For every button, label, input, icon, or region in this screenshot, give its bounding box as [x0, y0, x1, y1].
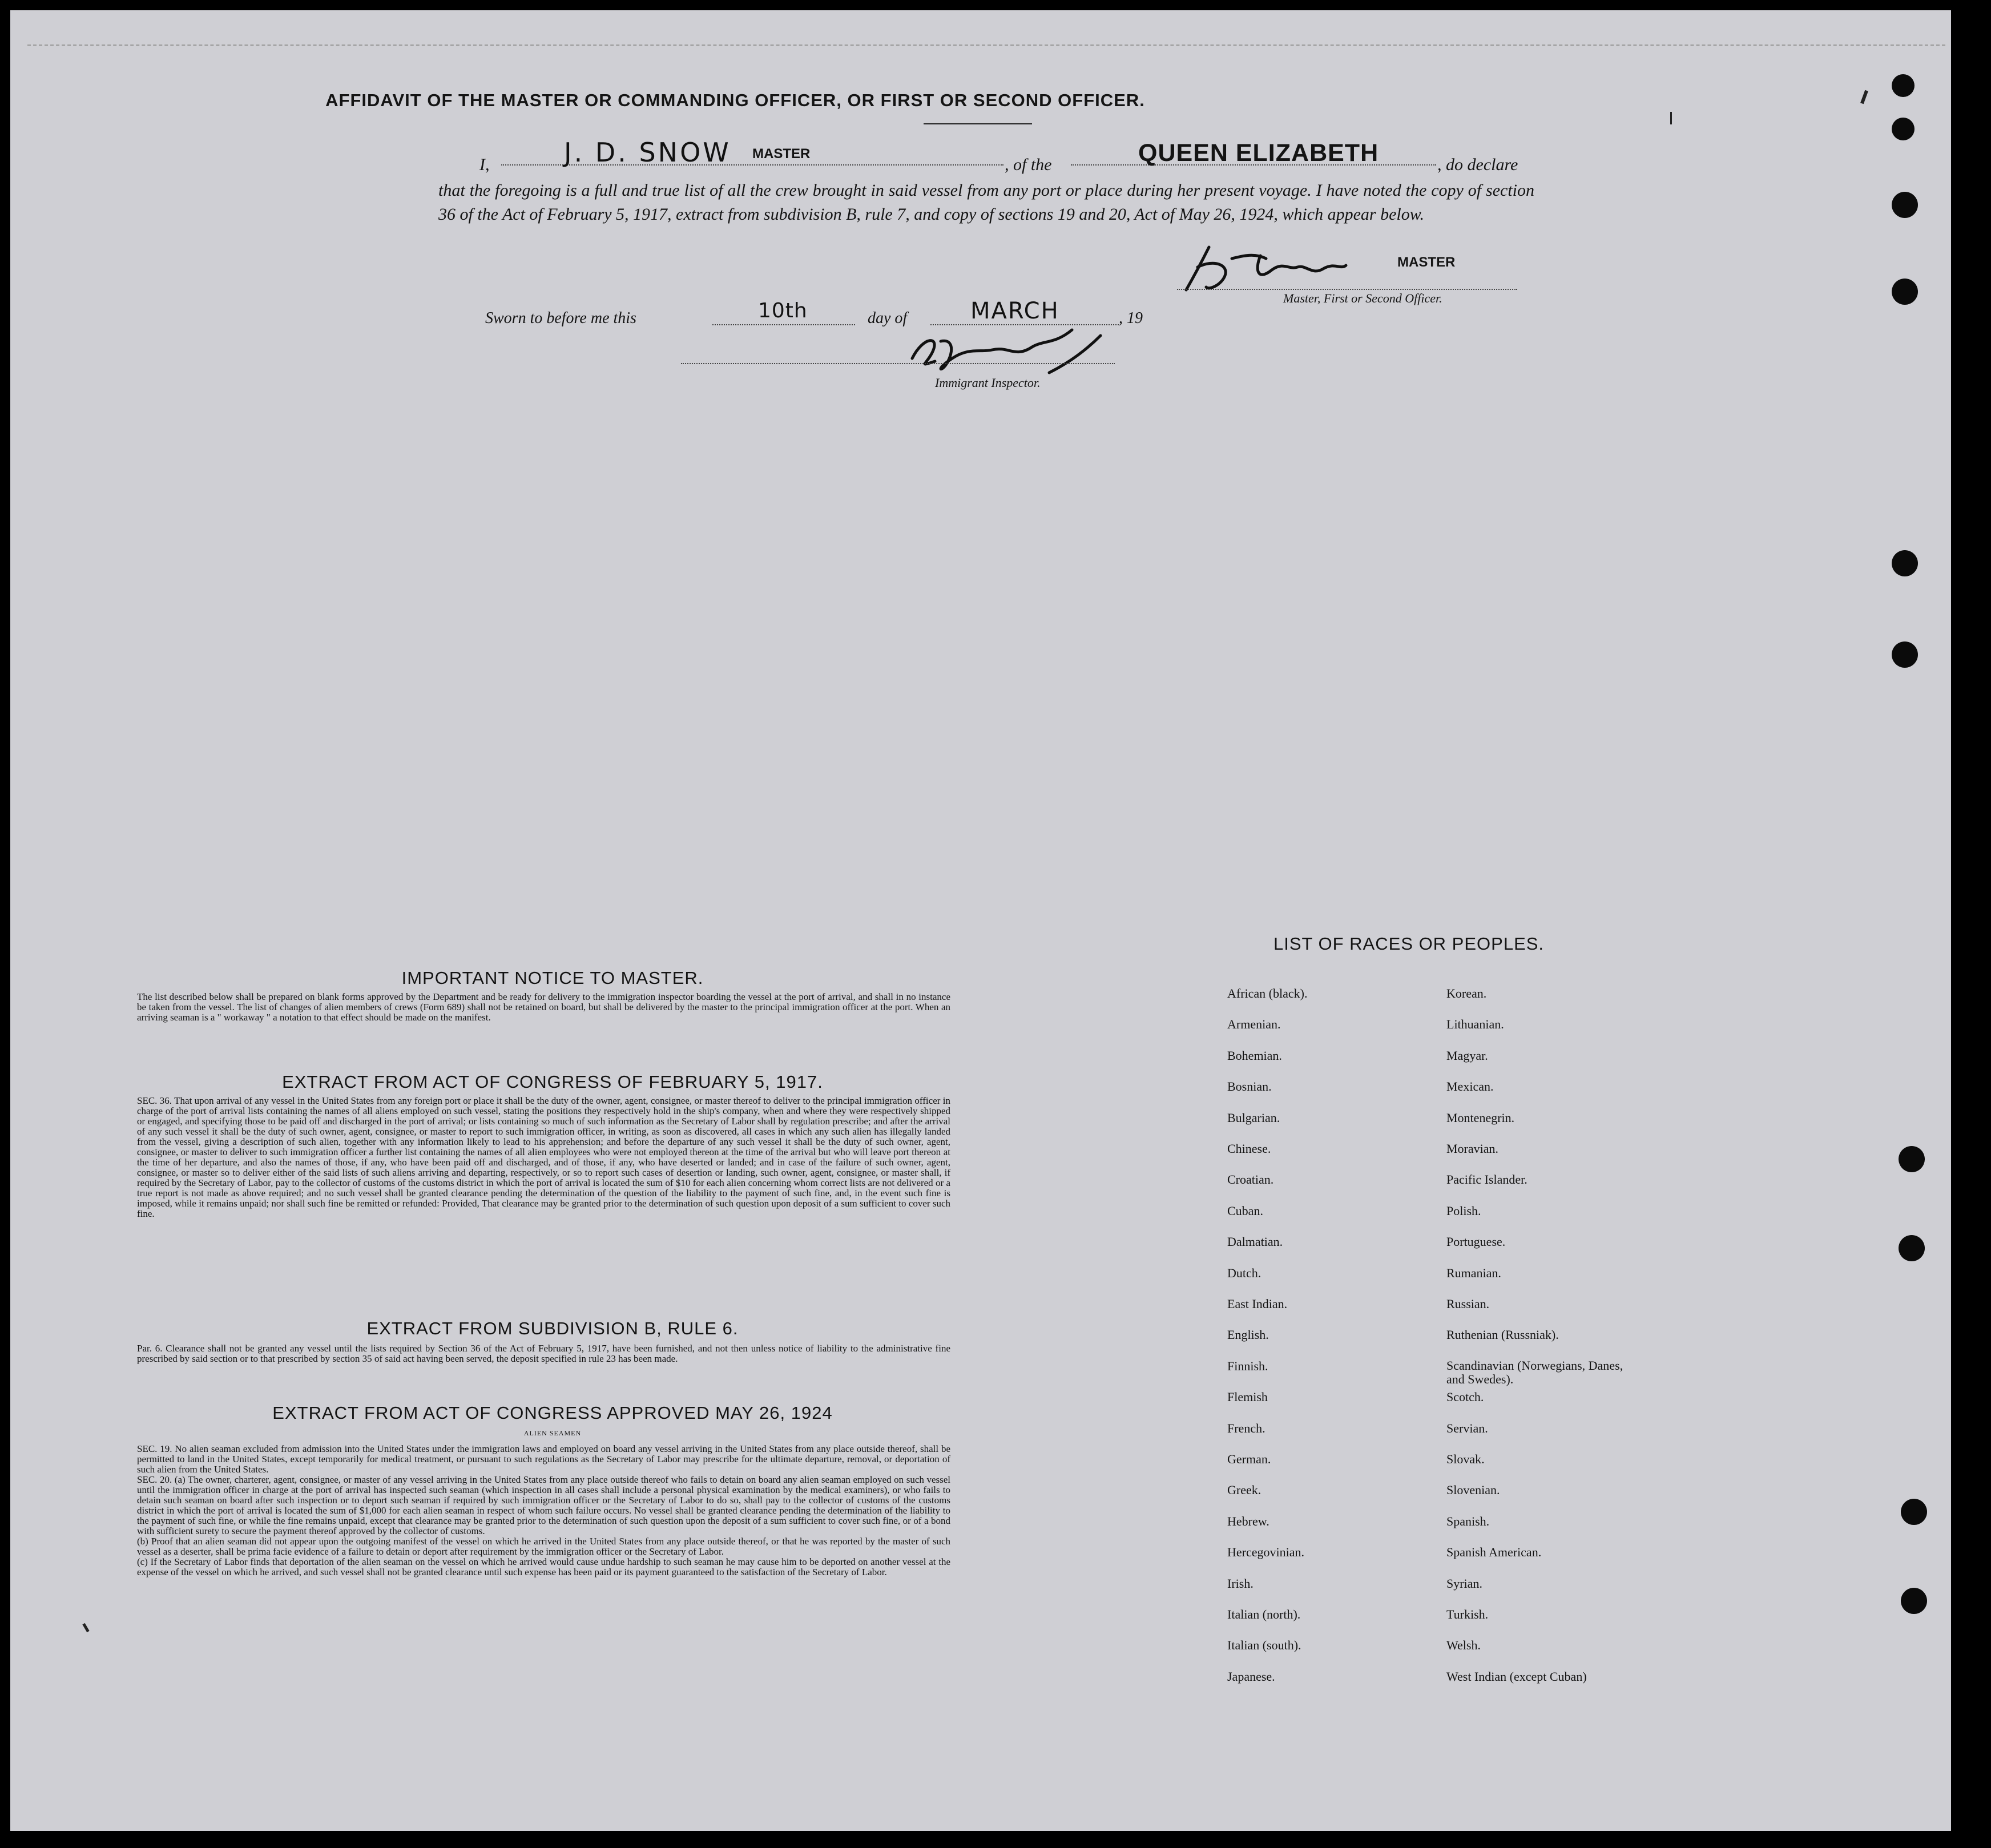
title-divider — [924, 123, 1032, 124]
binder-hole — [1892, 550, 1918, 576]
master-name-field — [501, 137, 1003, 168]
binder-hole — [1899, 1146, 1925, 1172]
binder-hole — [1901, 1499, 1927, 1525]
race-item-left: Flemish — [1227, 1390, 1268, 1405]
signature-label: Master, First or Second Officer. — [1283, 291, 1442, 305]
race-item-right: Syrian. — [1446, 1576, 1482, 1591]
master-name-handwritten: J. D. SNOW — [564, 137, 731, 168]
race-item-left: Armenian. — [1227, 1017, 1281, 1032]
extract-rule6-title: EXTRACT FROM SUBDIVISION B, RULE 6. — [366, 1318, 739, 1338]
top-edge-perforation — [27, 45, 1945, 46]
sec-20b-text: (b) Proof that an alien seaman did not appear upon the outgoing manifest of the vessel on which he arrived in the United States from any place outside thereof, or that he was reported by the master of such vessel as a deserter, shall be prima facie evidence of a failure to detain or deport after requirement by the immigration officer or the Secretary of Labor. — [137, 1536, 950, 1557]
notice-text: The list described below shall be prepared on blank forms approved by the Department and be ready for delivery to the immigration inspector boarding the vessel at the port of arrival, and shall in no instance be taken from the vessel. The list of changes of alien members of crews (Form 689) shall not be retained on board, but shall be delivered by the master to the principal immigration officer at the port. When an arriving seaman is a " workaway " a notation to that effect should be made on the manifest. — [137, 991, 950, 1023]
binder-hole — [1892, 192, 1918, 218]
day-of-text: day of — [868, 309, 908, 327]
race-item-left: English. — [1227, 1328, 1269, 1342]
race-item-right: Polish. — [1446, 1203, 1481, 1218]
race-item-left: Croatian. — [1227, 1172, 1274, 1187]
race-item-left: Cuban. — [1227, 1203, 1263, 1218]
race-item-left: Bosnian. — [1227, 1079, 1272, 1094]
extract-1917-text: SEC. 36. That upon arrival of any vessel in the United States from any foreign port or place it shall be the duty of the owner, agent, consignee, or master thereof to deliver to the principal immigration officer in charge of the port of arrival lists containing the names of all aliens employed on such vessel, stating the positions they respectively hold in the ship's company, when and where they were respectively shipped or engaged, and specifying those to be paid off and discharged in the port of arrival; or lists containing so much of such information as the Secretary of Labor shall by regulation prescribe; and after the arrival of any such vessel it shall be the duty of such owner, agent, consignee, or master to report to such immigration officer, in writing, as soon as discovered, all cases in which any such alien has illegally landed from the vessel, giving a description of such alien, together with any information likely to lead to his apprehension; and before the departure of any such vessel it shall be the duty of such owner, agent, consignee, or master to deliver to such immigration officer a further list containing the names of all alien employees who were not employed thereon at the time of the arrival but who will leave port thereon at the time of her departure, and also the names of those, if any, who have been paid off and discharged, and of those, if any, who have deserted or landed; and in case of the failure of such owner, agent, consignee, or master so to deliver either of the said lists of such aliens arriving and departing, respectively, or so to report such cases of desertion or landing, such owner, agent, consignee, or master shall, if required by the Secretary of Labor, pay to the collector of customs of the customs district in which the port of arrival is located the sum of $10 for each alien concerning whom correct lists are not delivered or a true report is not made as above required; and no such vessel shall be granted clearance pending the determination of the question of the liability to the payment of such fine, and, in the event such fine is imposed, while it remains unpaid; nor shall such fine be remitted or refunded: Provided, That clearance may be granted prior to the determination of such question upon deposit of a sum sufficient to cover such fine. — [137, 1095, 950, 1219]
race-item-right: Slovak. — [1446, 1452, 1485, 1466]
race-item-left: Chinese. — [1227, 1141, 1271, 1156]
extract-1924-title: EXTRACT FROM ACT OF CONGRESS APPROVED MAY 26, 1924 — [272, 1403, 833, 1423]
inspector-label: Immigrant Inspector. — [935, 376, 1041, 390]
sec-20c-text: (c) If the Secretary of Labor finds that deportation of the alien seaman on the vessel on which he arrived would cause undue hardship to such seaman he may cause him to be deported on another vessel at the expense of the vessel on which he arrived, and such vessel shall not be granted clearance until such expense has been paid or its payment guaranteed to the satisfaction of the Secretary of Labor. — [137, 1556, 950, 1577]
race-item-right: Spanish American. — [1446, 1545, 1542, 1560]
inspector-signature — [901, 318, 1112, 381]
of-the-text: , of the — [1005, 155, 1052, 174]
race-item-left: East Indian. — [1227, 1297, 1288, 1311]
race-item-right: Montenegrin. — [1446, 1110, 1515, 1125]
manifest-page — [10, 10, 1951, 1831]
extract-1924-body — [137, 1444, 950, 1577]
vessel-name-stamp: QUEEN ELIZABETH — [1138, 139, 1379, 167]
paper-mark — [1670, 112, 1672, 124]
sec-20a-text: SEC. 20. (a) The owner, charterer, agent, consignee, or master of any vessel arriving in the United States from any place outside thereof who fails to detain on board any alien seaman employed on such vessel until the immigration officer in charge at the port of arrival has inspected such seaman (which inspection in all cases shall include a personal physical examination by the medical examiners), or who fails to detain such seaman on board after such inspection or to deport such seaman if required by such immigration officer or the Secretary of Labor to do so, shall pay to the collector of customs of the customs district in which the port of arrival is located the sum of $1,000 for each alien seaman in respect of whom such failure occurs. No vessel shall be granted clearance pending the determination of the liability to the payment of such fine, or while the fine remains unpaid, except that clearance may be granted prior to the determination of such question upon the deposit of a sum sufficient to cover such fine, or of a bond with sufficient surety to secure the payment thereof approved by the collector of customs. — [137, 1474, 950, 1536]
race-item-right: Scandinavian (Norwegians, Danes, and Swedes). — [1446, 1358, 1623, 1386]
inspector-line — [681, 363, 1115, 364]
race-item-left: Japanese. — [1227, 1669, 1275, 1684]
race-item-right: Turkish. — [1446, 1607, 1489, 1621]
extract-rule6-text: Par. 6. Clearance shall not be granted any vessel until the lists required by Section 36 of the Act of February 5, 1917, have been furnished, and not then unless notice of liability to the administrative fine prescribed by said section or to that prescribed by section 35 of said act having been served, the deposit specified in rule 23 has been made. — [137, 1343, 950, 1364]
race-item-left: Bohemian. — [1227, 1048, 1282, 1063]
race-item-right: Pacific Islander. — [1446, 1172, 1527, 1187]
binder-hole — [1892, 74, 1915, 97]
affidavit-title: AFFIDAVIT OF THE MASTER OR COMMANDING OFFICER, OR FIRST OR SECOND OFFICER. — [325, 90, 1145, 110]
extract-1924-subtitle: ALIEN SEAMEN — [523, 1429, 582, 1437]
paper-mark — [82, 1623, 89, 1632]
race-item-left: German. — [1227, 1452, 1271, 1466]
race-item-right: Lithuanian. — [1446, 1017, 1504, 1032]
race-item-left: Italian (south). — [1227, 1638, 1301, 1653]
race-item-right: Slovenian. — [1446, 1483, 1500, 1498]
notice-title: IMPORTANT NOTICE TO MASTER. — [401, 968, 704, 988]
race-item-left: Finnish. — [1227, 1358, 1268, 1373]
month-handwritten: MARCH — [970, 298, 1059, 324]
day-field — [712, 299, 855, 325]
race-item-right: Scotch. — [1446, 1390, 1484, 1405]
race-item-left: Hebrew. — [1227, 1514, 1269, 1528]
vessel-name-field — [1071, 139, 1436, 167]
paper-mark — [1860, 90, 1868, 104]
race-item-left: Hercegovinian. — [1227, 1545, 1304, 1560]
master-rank-stamp: MASTER — [752, 146, 811, 162]
sec-19-text: SEC. 19. No alien seaman excluded from admission into the United States under the immigration laws and employed on board any vessel arriving in the United States from any place outside thereof, shall be permitted to land in the United States, except temporarily for medical treatment, or pursuant to such regulations as the Secretary of Labor may prescribe for the ultimate departure, removal, or deportation of such alien from the United States. — [137, 1443, 950, 1475]
race-item-right: Russian. — [1446, 1297, 1490, 1311]
binder-hole — [1892, 641, 1918, 668]
extract-1917-title: EXTRACT FROM ACT OF CONGRESS OF FEBRUARY 5, 1917. — [282, 1072, 823, 1092]
race-item-left: Italian (north). — [1227, 1607, 1301, 1621]
race-item-right: West Indian (except Cuban) — [1446, 1669, 1587, 1684]
race-item-right: Spanish. — [1446, 1514, 1490, 1528]
race-item-right: Rumanian. — [1446, 1265, 1501, 1280]
binder-hole — [1899, 1235, 1925, 1261]
binder-hole — [1892, 279, 1918, 305]
affidavit-intro: I, — [479, 155, 490, 174]
race-item-right: Portuguese. — [1446, 1234, 1506, 1249]
race-item-right: Ruthenian (Russniak). — [1446, 1328, 1559, 1342]
year-text: , 19 — [1119, 309, 1143, 327]
race-item-right: Magyar. — [1446, 1048, 1488, 1063]
do-declare-text: , do declare — [1437, 155, 1518, 174]
race-item-left: Dutch. — [1227, 1265, 1261, 1280]
binder-hole — [1892, 118, 1915, 140]
race-item-left: Bulgarian. — [1227, 1110, 1280, 1125]
race-item-left: Dalmatian. — [1227, 1234, 1283, 1249]
sworn-text: Sworn to before me this — [485, 309, 636, 327]
affidavit-paragraph: that the foregoing is a full and true list of all the crew brought in said vessel from any port or place during her present voyage. I have noted the copy of section 36 of the Act of February 5, 1917, extract from subdivision B, rule 7, and copy of sections 19 and 20, Act of May 26, 1924, which appear below. — [438, 181, 1534, 224]
race-item-right: Welsh. — [1446, 1638, 1481, 1653]
race-item-right: Korean. — [1446, 986, 1487, 1000]
binder-hole — [1901, 1588, 1927, 1614]
race-item-right: Servian. — [1446, 1421, 1488, 1435]
race-item-left: French. — [1227, 1421, 1265, 1435]
race-item-left: Irish. — [1227, 1576, 1254, 1591]
day-handwritten: 10th — [758, 299, 808, 322]
race-item-right: Mexican. — [1446, 1079, 1494, 1094]
race-item-right: Moravian. — [1446, 1141, 1499, 1156]
signature-line — [1177, 289, 1517, 290]
races-title: LIST OF RACES OR PEOPLES. — [1273, 934, 1545, 954]
race-item-left: Greek. — [1227, 1483, 1261, 1498]
race-item-left: African (black). — [1227, 986, 1308, 1000]
signature-rank-stamp: MASTER — [1397, 255, 1456, 270]
